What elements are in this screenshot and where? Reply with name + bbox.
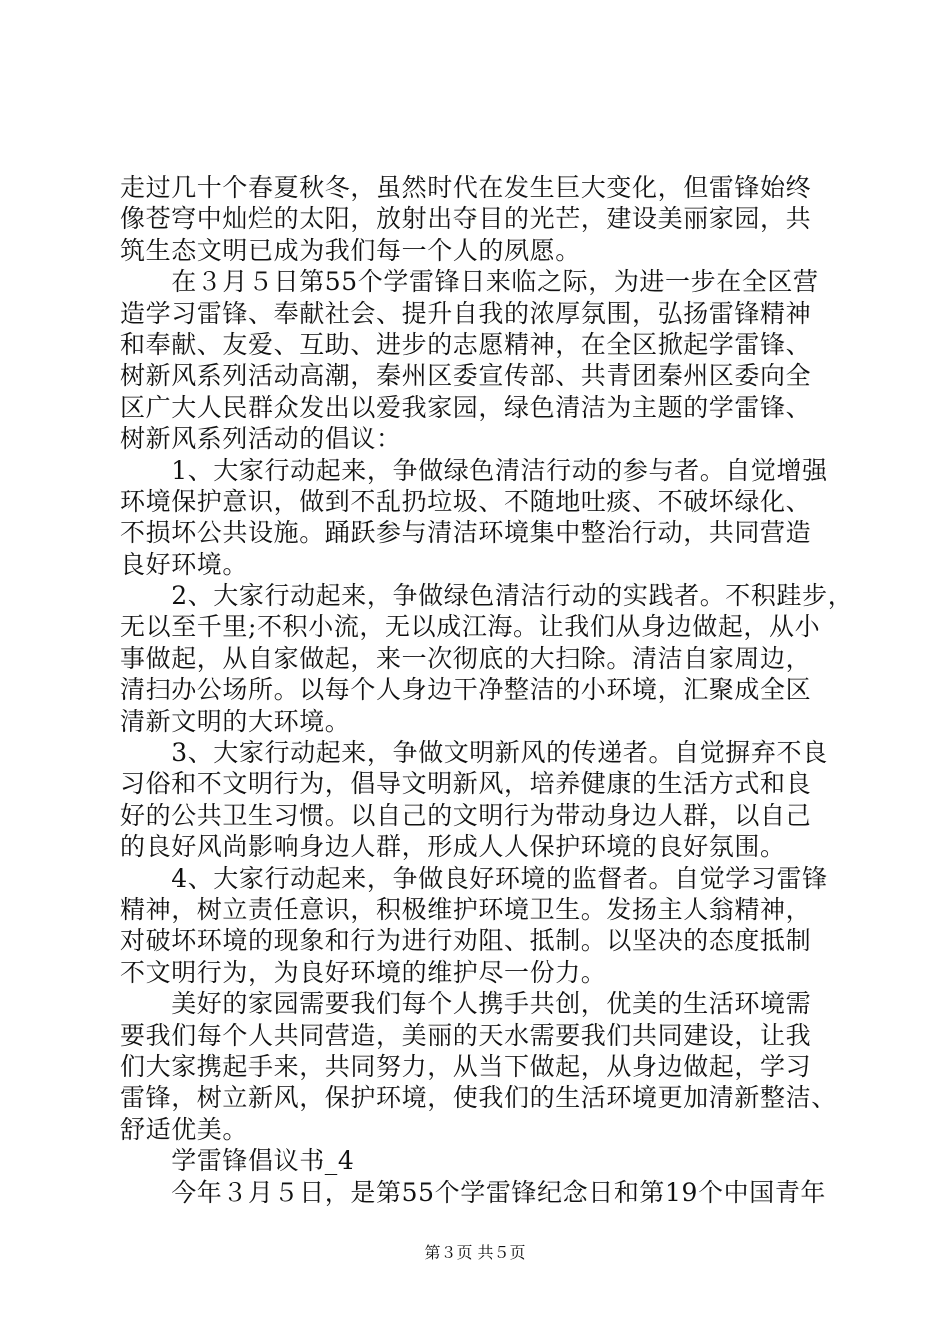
text-line: 良好环境。 — [120, 549, 249, 579]
text-line: 像苍穹中灿烂的太阳，放射出夺目的光芒，建设美丽家园，共 — [120, 204, 812, 234]
text-line: 舒适优美。 — [120, 1114, 249, 1144]
text-line: 清新文明的大环境。 — [120, 706, 351, 736]
text-line: 要我们每个人共同营造，美丽的天水需要我们共同建设，让我 — [120, 1020, 812, 1050]
text-line: 清扫办公场所。以每个人身边干净整洁的小环境，汇聚成全区 — [120, 675, 812, 705]
text-line: 的良好风尚影响身边人群，形成人人保护环境的良好氛围。 — [120, 832, 786, 862]
text-line: 树新风系列活动的倡议： — [120, 424, 402, 454]
text-line: 1、大家行动起来，争做绿色清洁行动的参与者。自觉增强 — [120, 455, 828, 485]
text-line: 2、大家行动起来，争做绿色清洁行动的实践者。不积跬步， — [120, 581, 854, 611]
text-line: 事做起，从自家做起，来一次彻底的大扫除。清洁自家周边， — [120, 643, 812, 673]
text-line: 习俗和不文明行为，倡导文明新风，培养健康的生活方式和良 — [120, 769, 812, 799]
text-line: 们大家携起手来，共同努力，从当下做起，从身边做起，学习 — [120, 1051, 812, 1081]
document-body — [120, 172, 854, 1208]
text-line: 树新风系列活动高潮，秦州区委宣传部、共青团秦州区委向全 — [120, 361, 812, 391]
text-line: 3、大家行动起来，争做文明新风的传递者。自觉摒弃不良 — [120, 738, 828, 768]
text-line: 区广大人民群众发出以爱我家园，绿色清洁为主题的学雷锋、 — [120, 392, 812, 422]
text-line: 造学习雷锋、奉献社会、提升自我的浓厚氛围，弘扬雷锋精神 — [120, 298, 812, 328]
section-heading: 学雷锋倡议书_4 — [120, 1146, 355, 1176]
text-line: 好的公共卫生习惯。以自己的文明行为带动身边人群，以自己 — [120, 800, 812, 830]
text-line: 4、大家行动起来，争做良好环境的监督者。自觉学习雷锋 — [120, 863, 828, 893]
text-line: 不文明行为，为良好环境的维护尽一份力。 — [120, 957, 607, 987]
text-line: 筑生态文明已成为我们每一个人的夙愿。 — [120, 235, 581, 265]
text-line: 无以至千里;不积小流，无以成江海。让我们从身边做起，从小 — [120, 612, 821, 642]
text-line: 美好的家园需要我们每个人携手共创，优美的生活环境需 — [120, 989, 812, 1019]
text-line: 今年３月５日，是第55个学雷锋纪念日和第19个中国青年 — [120, 1177, 827, 1207]
text-line: 不损坏公共设施。踊跃参与清洁环境集中整治行动，共同营造 — [120, 518, 812, 548]
text-line: 对破坏环境的现象和行为进行劝阻、抵制。以坚决的态度抵制 — [120, 926, 812, 956]
text-line: 环境保护意识，做到不乱扔垃圾、不随地吐痰、不破坏绿化、 — [120, 486, 812, 516]
text-line: 雷锋，树立新风，保护环境，使我们的生活环境更加清新整洁、 — [120, 1083, 837, 1113]
page-number-footer: 第３页 共５页 — [424, 1243, 526, 1262]
text-line: 精神，树立责任意识，积极维护环境卫生。发扬主人翁精神， — [120, 894, 812, 924]
text-line: 在３月５日第55个学雷锋日来临之际，为进一步在全区营 — [120, 267, 819, 297]
text-line: 走过几十个春夏秋冬，虽然时代在发生巨大变化，但雷锋始终 — [120, 173, 812, 202]
text-line: 和奉献、友爱、互助、进步的志愿精神，在全区掀起学雷锋、 — [120, 329, 812, 359]
